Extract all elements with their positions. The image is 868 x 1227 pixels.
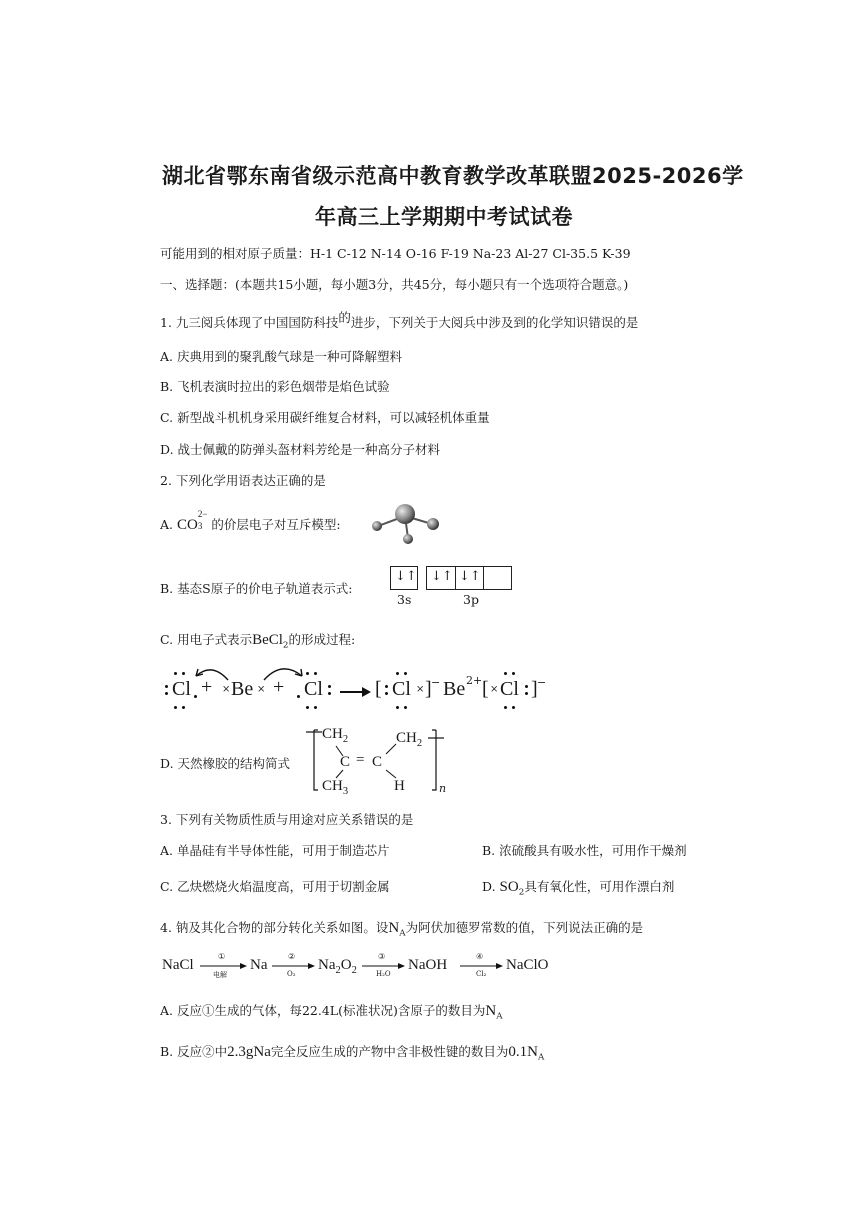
charge-minus: − (537, 676, 547, 689)
electron-transfer-arrows (160, 662, 320, 684)
q3-option-a: A. 单晶硅有半导体性能，可用于制造芯片 (160, 843, 390, 858)
q4-b-text-a: B. 反应②中 (160, 1044, 228, 1059)
bracket-left: [ (482, 678, 489, 700)
q2-option-c (160, 630, 355, 651)
double-bond: = (356, 752, 365, 768)
becl-formula: BeCl (252, 632, 283, 648)
q4-b-mass: 2.3gNa (227, 1044, 271, 1060)
cl-ion-left: Cl (392, 678, 411, 700)
orbital-label-3p: 3p (463, 592, 479, 607)
q2-stem: 2. 下列化学用语表达正确的是 (160, 473, 326, 488)
na-symbol: N (388, 920, 400, 936)
ch2-left: CH (322, 726, 343, 742)
step-cond: 电解 (213, 971, 227, 979)
cl-atom-left: Cl (172, 678, 191, 700)
conversion-chain (160, 953, 560, 983)
orbital-label-3s: 3s (397, 592, 412, 607)
step-num: ③ (378, 952, 386, 961)
step-num: ② (288, 952, 296, 961)
cl-ion-right: Cl (500, 678, 519, 700)
step-num: ① (218, 952, 226, 961)
chain-arrow-4 (460, 953, 504, 983)
q2-c-text-a: C. 用电子式表示 (160, 632, 253, 647)
sub: 3 (342, 786, 349, 797)
sub: 2 (351, 965, 357, 976)
chain-na2o2 (318, 957, 357, 976)
q4-stem-a: 4. 钠及其化合物的部分转化关系如图。设 (160, 920, 389, 935)
q1-stem-b: 的 (338, 310, 351, 325)
bracket-right: ] (425, 678, 432, 700)
q4-stem (160, 918, 643, 939)
chain-arrow-1 (200, 953, 248, 983)
q3-d-text: 具有氧化性，可用作漂白剂 (524, 879, 675, 894)
o: O (340, 957, 352, 973)
bracket-right: ] (531, 678, 538, 700)
co-text: CO (177, 517, 198, 533)
reaction-arrow-icon (340, 686, 372, 698)
rubber-structure (306, 724, 452, 796)
q4-option-b (160, 1042, 544, 1063)
na: Na (318, 957, 336, 973)
electron-dot-equation: Cl + × Be × + Cl [ Cl × ] − Be 2+ [ × Cl ] − (160, 668, 550, 712)
so2-formula: SO (499, 879, 519, 895)
sub: 2 (342, 734, 349, 745)
ch2-right: CH (396, 730, 417, 746)
q3-stem: 3. 下列有关物质性质与用途对应关系错误的是 (160, 812, 414, 827)
q3-option-b: B. 浓硫酸具有吸水性，可用作干燥剂 (482, 843, 687, 858)
q1-option-a: A. 庆典用到的聚乳酸气球是一种可降解塑料 (160, 349, 402, 364)
chain-naclo: NaClO (506, 957, 549, 973)
plus-sign: + (273, 676, 285, 698)
cl-atom-right: Cl (304, 678, 323, 700)
sub: 2 (416, 738, 423, 749)
orbital-3s-box (390, 566, 418, 590)
chain-arrow-2 (272, 953, 316, 983)
q1-option-c: C. 新型战斗机机身采用碳纤维复合材料，可以减轻机体重量 (160, 410, 490, 425)
step-cond: O₂ (287, 970, 296, 978)
page-title-line1: 湖北省鄂东南省级示范高中教育教学改革联盟2025-2026学 (162, 164, 744, 188)
step-cond: Cl₂ (476, 970, 487, 978)
na-sub: A (496, 1011, 503, 1022)
q2-option-b: B. 基态S原子的价电子轨道表示式: (160, 581, 353, 596)
atomic-masses: 可能用到的相对原子质量：H-1 C-12 N-14 O-16 F-19 Na-23 Al-27 Cl-35.5 K-39 (160, 246, 631, 261)
plus-sign: + (201, 676, 213, 698)
na-sub: A (399, 928, 406, 939)
q4-stem-b: 为阿伏加德罗常数的值，下列说法正确的是 (405, 920, 644, 935)
bracket-left: [ (375, 678, 382, 700)
q4-option-a (160, 1001, 503, 1022)
hydrogen: H (394, 778, 405, 794)
becl-sub: 2 (282, 640, 289, 651)
q1-stem-a: 1. 九三阅兵体现了中国国防科技 (160, 315, 339, 330)
step-num: ④ (476, 952, 484, 961)
repeat-n: n (439, 782, 447, 795)
ch3: CH (322, 778, 343, 794)
q1-option-d: D. 战士佩戴的防弹头盔材料芳纶是一种高分子材料 (160, 442, 441, 457)
na-symbol: N (485, 1003, 497, 1019)
vsepr-model-image (368, 500, 446, 546)
orbital-3p-box (426, 566, 512, 590)
q1-option-b: B. 飞机表演时拉出的彩色烟带是焰色试验 (160, 379, 390, 394)
chain-naoh: NaOH (408, 957, 448, 973)
q2-option-a (160, 508, 341, 534)
q2-option-d: D. 天然橡胶的结构简式 (160, 756, 291, 771)
be-atom: Be (231, 678, 254, 700)
step-cond: H₂O (376, 970, 391, 978)
chain-nacl: NaCl (162, 957, 194, 973)
q4-a-text: A. 反应①生成的气体，每22.4L(标准状况)含原子的数目为 (160, 1003, 486, 1018)
q2-c-text-b: 的形成过程: (288, 632, 356, 647)
co-sub: 3 (197, 521, 203, 531)
q2-a-prefix: A. (160, 517, 174, 532)
carbon-1: C (340, 754, 351, 770)
co-charge: 2− (197, 508, 208, 519)
so2-sub: 2 (518, 887, 525, 898)
sub: 2 (335, 965, 341, 976)
na-sub: A (538, 1052, 545, 1063)
section-heading: 一、选择题：(本题共15小题，每小题3分，共45分，每小题只有一个选项符合题意。) (160, 277, 629, 292)
chain-na: Na (250, 957, 268, 973)
charge-2plus: 2+ (466, 674, 483, 687)
q4-b-value: 0.1N (508, 1044, 538, 1060)
spin-up-down-icon: ↓↑ (431, 569, 453, 584)
q1-stem-c: 进步，下列关于大阅兵中涉及到的化学知识错误的是 (350, 315, 639, 330)
q3-option-d (482, 877, 674, 898)
q4-b-text-b: 完全反应生成的产物中含非极性键的数目为 (270, 1044, 509, 1059)
q2-a-formula (177, 508, 208, 533)
spin-up-down-icon: ↓↑ (459, 569, 481, 584)
charge-minus: − (431, 676, 441, 689)
q2-a-text: 的价层电子对互斥模型: (211, 517, 341, 532)
page-title-line2: 年高三上学期期中考试试卷 (315, 205, 573, 229)
q1-stem (160, 310, 639, 331)
carbon-2: C (372, 754, 383, 770)
q3-option-c: C. 乙炔燃烧火焰温度高，可用于切割金属 (160, 879, 390, 894)
q3-d-prefix: D. (482, 879, 496, 894)
be-ion: Be (443, 678, 466, 700)
spin-up-down-icon: ↓↑ (395, 569, 417, 584)
chain-arrow-3 (362, 953, 406, 983)
